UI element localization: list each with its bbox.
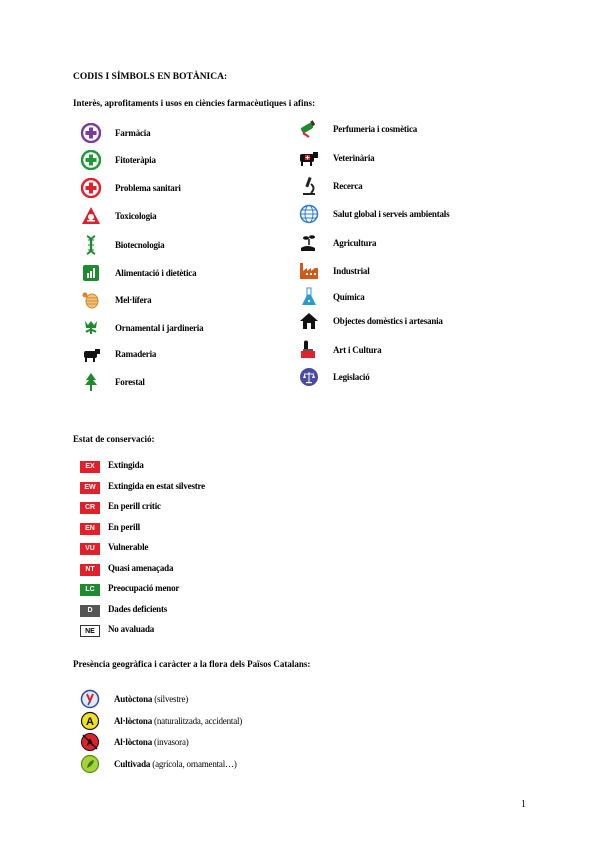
item-label — [333, 209, 449, 219]
conservation-badge-ew: EW — [80, 482, 100, 494]
item-label-text: Cultivada — [114, 759, 151, 769]
item-label-text: Recerca — [333, 181, 363, 191]
item-label-text: Objectes domèstics i artesania — [333, 316, 443, 326]
item-label — [115, 295, 151, 305]
item-label-text: Problema sanitari — [115, 183, 181, 193]
conservation-label: Extingida en estat silvestre — [108, 480, 205, 491]
conservation-badge-ne: NE — [80, 625, 100, 637]
item-label-text: Art i Cultura — [333, 345, 382, 355]
conservation-badge-d: D — [80, 605, 100, 617]
conservation-label: Preocupació menor — [108, 583, 180, 593]
conservation-label: En perill — [108, 521, 140, 532]
item-note: (agrícola, ornamental…) — [150, 759, 237, 769]
art-cultura-icon — [299, 340, 319, 360]
objectes-domestics-icon — [299, 311, 319, 331]
item-label-text: Agricultura — [333, 238, 377, 248]
ornamental-icon — [81, 318, 101, 338]
mellifera-icon — [81, 290, 101, 310]
item-label — [333, 316, 443, 326]
toxicologia-icon — [81, 206, 101, 226]
item-label — [115, 183, 181, 193]
farmacia-icon — [81, 123, 101, 143]
recerca-icon — [299, 176, 319, 196]
item-label-text: Al·lòctona — [114, 716, 152, 726]
allocotona-icon — [80, 711, 100, 731]
item-label — [115, 323, 203, 333]
salut-global-icon — [299, 204, 319, 224]
item-label — [333, 153, 374, 163]
conservation-label: En perill crític — [108, 501, 161, 511]
item-label — [115, 128, 150, 138]
quimica-icon — [299, 287, 319, 307]
cultivada-icon — [80, 754, 100, 774]
item-label-text: Farmàcia — [115, 128, 151, 138]
item-label — [115, 268, 196, 278]
item-label-text: Biotecnologia — [115, 240, 165, 250]
presence-heading: Presència geogràfica i caràcter a la flora dels Països Catalans: — [73, 659, 311, 669]
conservation-badge-en: EN — [80, 523, 100, 535]
legislacio-icon — [299, 367, 319, 387]
conservation-badge-ex: EX — [80, 461, 100, 473]
item-label — [114, 694, 188, 704]
item-label-text: Ramaderia — [115, 349, 157, 359]
item-label — [333, 372, 370, 382]
conservation-label: Dades deficients — [108, 603, 168, 614]
problema-sanitari-icon — [81, 178, 101, 198]
item-label — [115, 349, 156, 359]
item-label — [115, 155, 156, 165]
item-label — [333, 292, 365, 302]
item-label — [333, 345, 381, 355]
item-label-text: Industrial — [333, 266, 370, 276]
item-label — [333, 181, 362, 191]
item-label-text: Alimentació i dietètica — [115, 268, 197, 278]
item-label-text: Veterinària — [333, 153, 375, 163]
allocotona-invasora-icon — [80, 732, 100, 752]
veterinaria-icon — [299, 148, 319, 168]
industrial-icon — [299, 261, 319, 281]
page-number: 1 — [521, 799, 526, 810]
perfumeria-icon — [299, 119, 319, 139]
item-label-text: Química — [333, 292, 365, 302]
item-label — [115, 211, 156, 221]
item-label-text: Al·lòctona — [114, 737, 152, 747]
item-label-text: Forestal — [115, 377, 145, 387]
item-label-text: Perfumeria i cosmètica — [333, 124, 418, 134]
item-label-text: Salut global i serveis ambientals — [333, 209, 450, 219]
agricultura-icon — [299, 233, 319, 253]
item-label — [115, 240, 164, 250]
item-label — [115, 377, 145, 387]
conservation-label: Extingida — [108, 460, 144, 470]
fitoterapia-icon — [81, 150, 101, 170]
item-note: (naturalitzada, accidental) — [152, 716, 243, 726]
item-note: (invasora) — [152, 737, 189, 747]
biotecnologia-icon — [81, 235, 101, 255]
item-label-text: Toxicologia — [115, 211, 157, 221]
uses-heading: Interès, aprofitaments i usos en ciències farmacèutiques i afins: — [73, 98, 316, 108]
conservation-badge-nt: NT — [80, 564, 100, 576]
item-label-text: Autòctona — [114, 694, 153, 704]
item-label — [114, 737, 189, 747]
conservation-badge-lc: LC — [80, 584, 100, 596]
item-label — [114, 716, 242, 726]
item-label — [333, 124, 417, 134]
alimentacio-icon — [81, 263, 101, 283]
conservation-badge-vu: VU — [80, 543, 100, 555]
conservation-label: Vulnerable — [108, 542, 149, 552]
item-label — [114, 759, 237, 769]
autoctona-icon — [80, 689, 100, 709]
item-label-text: Ornamental i jardineria — [115, 323, 204, 333]
page-title: CODIS I SÍMBOLS EN BOTÀNICA: — [73, 72, 228, 82]
item-label-text: Legislació — [333, 372, 370, 382]
conservation-heading: Estat de conservació: — [73, 434, 155, 444]
conservation-label: No avaluada — [108, 624, 155, 634]
item-note: (silvestre) — [152, 694, 189, 704]
conservation-label: Quasi amenaçada — [108, 562, 174, 573]
ramaderia-icon — [81, 344, 101, 364]
item-label-text: Fitoteràpia — [115, 155, 156, 165]
forestal-icon — [81, 372, 101, 392]
item-label — [333, 266, 370, 276]
conservation-badge-cr: CR — [80, 502, 100, 514]
svg-text:A: A — [86, 738, 94, 749]
item-label-text: Mel·lífera — [115, 295, 152, 305]
item-label — [333, 238, 376, 248]
svg-text:A: A — [86, 716, 94, 728]
